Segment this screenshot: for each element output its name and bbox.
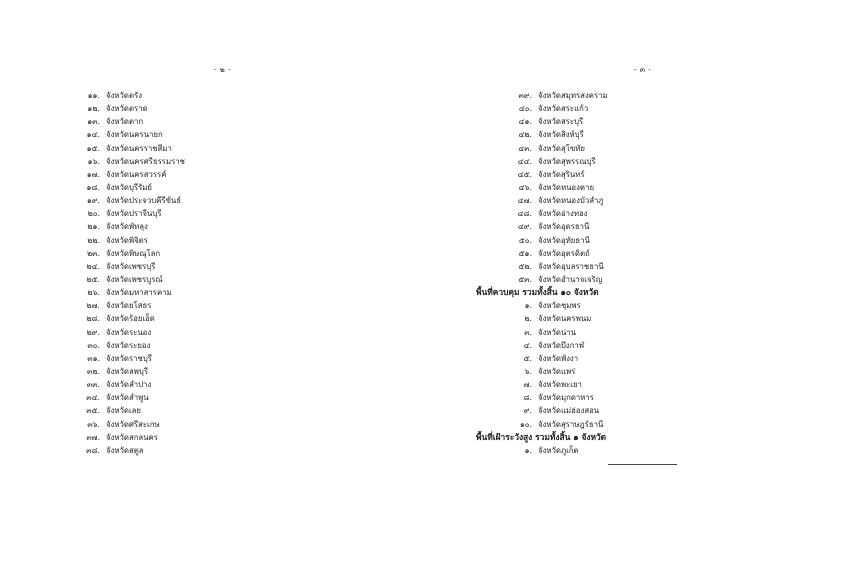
item-number: ๑๘. (86, 182, 100, 192)
list-item (74, 168, 185, 181)
list-item (476, 391, 608, 404)
item-number: ๕๐. (518, 235, 532, 245)
province-name: จังหวัดพิษณุโลก (106, 248, 161, 258)
item-number: ๑๔. (86, 130, 100, 140)
item-number: ๑๓. (87, 117, 100, 127)
section-heading-controlled-area: พื้นที่ควบคุม รวมทั้งสิ้น ๑๐ จังหวัด (476, 287, 599, 298)
province-name: จังหวัดชุมพร (538, 301, 581, 311)
item-number: ๒๒. (87, 235, 100, 245)
province-name: จังหวัดพัทลุง (106, 222, 148, 232)
province-name: จังหวัดลำปาง (106, 380, 152, 390)
item-number: ๓๙. (518, 91, 532, 100)
item-number: ๓๕. (86, 406, 100, 416)
item-number: ๒๑. (87, 222, 100, 232)
list-item (476, 128, 608, 141)
province-name: จังหวัดหนองคาย (538, 182, 595, 192)
province-name: จังหวัดระยอง (106, 340, 151, 350)
province-name: จังหวัดอุดรธานี (538, 222, 590, 232)
province-name: จังหวัดมหาสารคาม (106, 288, 172, 298)
footer-divider-line (608, 464, 677, 465)
item-number: ๕. (523, 353, 532, 363)
list-item (74, 128, 185, 141)
item-number: ๓๖. (87, 419, 100, 429)
province-name: จังหวัดนครราชสีมา (106, 143, 172, 153)
item-number: ๔๘. (517, 209, 532, 219)
list-item (476, 247, 608, 260)
province-name: จังหวัดบึงกาฬ (538, 340, 585, 350)
list-item (74, 155, 185, 168)
province-name: จังหวัดสุรินทร์ (538, 169, 585, 179)
item-number: ๔๙. (517, 222, 532, 232)
list-item (476, 326, 608, 339)
province-name: จังหวัดพะเยา (538, 380, 582, 390)
list-item (476, 181, 608, 194)
list-item (74, 418, 185, 431)
province-name: จังหวัดมุกดาหาร (538, 393, 594, 403)
province-name: จังหวัดสุพรรณบุรี (538, 156, 596, 166)
page-number-left: - ๒ - (214, 65, 232, 74)
list-item (74, 181, 185, 194)
item-number: ๒๗. (86, 301, 100, 311)
item-number: ๓๒. (87, 366, 100, 376)
item-number: ๔๗. (517, 196, 532, 206)
province-name: จังหวัดศรีสะเกษ (106, 419, 160, 429)
item-number: ๓๘. (86, 445, 100, 455)
province-name: จังหวัดสระแก้ว (538, 104, 589, 114)
item-number: ๔๓. (518, 143, 532, 153)
province-name: จังหวัดพิจิตร (106, 235, 148, 245)
item-number: ๒๐. (87, 209, 100, 219)
province-list-right (476, 89, 608, 457)
item-number: ๔๕. (517, 169, 532, 179)
item-number: ๔๔. (517, 156, 532, 166)
item-number: ๑. (524, 445, 532, 455)
list-item (74, 207, 185, 220)
province-name: จังหวัดอำนาจเจริญ (538, 274, 603, 284)
list-item (74, 220, 185, 233)
list-item (74, 142, 185, 155)
item-number: ๑. (524, 301, 532, 311)
item-number: ๕๓. (518, 274, 532, 284)
province-name: จังหวัดสระบุรี (538, 117, 584, 127)
list-item (74, 115, 185, 128)
province-name: จังหวัดร้อยเอ็ด (106, 314, 155, 324)
province-name: จังหวัดนครนายก (106, 130, 163, 140)
list-item (476, 273, 608, 286)
item-number: ๔. (523, 340, 532, 350)
item-number: ๓๐. (87, 340, 100, 350)
controlled-area-list (476, 299, 608, 430)
province-name: จังหวัดยโสธร (106, 301, 152, 311)
province-list-continued (476, 89, 608, 286)
list-item (74, 286, 185, 299)
item-number: ๑๐. (519, 419, 532, 429)
item-number: ๔๐. (518, 104, 532, 114)
province-name: จังหวัดสตูล (106, 445, 144, 455)
list-item (74, 326, 185, 339)
province-name: จังหวัดน่าน (538, 327, 576, 337)
province-name: จังหวัดนครศรีธรรมราช (106, 156, 185, 166)
list-item (476, 365, 608, 378)
item-number: ๕๑. (518, 248, 532, 258)
item-number: ๒๕. (86, 274, 100, 284)
list-item (476, 115, 608, 128)
item-number: ๑๗. (86, 169, 100, 179)
item-number: ๗. (523, 380, 532, 390)
province-name: จังหวัดแม่ฮ่องสอน (538, 406, 600, 416)
province-name: จังหวัดพังงา (538, 353, 579, 363)
list-item (74, 444, 185, 457)
list-item (476, 155, 608, 168)
province-name: จังหวัดเลย (106, 406, 141, 416)
list-item (476, 207, 608, 220)
list-item (74, 247, 185, 260)
item-number: ๓๓. (86, 380, 100, 390)
province-name: จังหวัดบุรีรัมย์ (106, 182, 152, 192)
item-number: ๘. (523, 393, 532, 403)
province-name: จังหวัดสิงห์บุรี (538, 130, 584, 140)
province-name: จังหวัดนครพนม (538, 314, 592, 324)
item-number: ๑๒. (87, 104, 100, 114)
item-number: ๔๑. (518, 117, 532, 127)
list-item (476, 444, 608, 457)
list-item (74, 260, 185, 273)
province-name: จังหวัดตาก (106, 117, 144, 127)
province-name: จังหวัดเพชรบุรี (106, 261, 156, 271)
list-item (74, 339, 185, 352)
province-name: จังหวัดอ่างทอง (538, 209, 588, 219)
province-list-left (74, 89, 185, 457)
item-number: ๑๙. (86, 196, 100, 206)
list-item (476, 312, 608, 325)
list-item (74, 89, 185, 102)
list-item (476, 404, 608, 417)
list-item (476, 234, 608, 247)
item-number: ๑๑. (87, 91, 100, 100)
list-item (74, 299, 185, 312)
item-number: ๒๙. (86, 327, 100, 337)
item-number: ๓๑. (87, 353, 100, 363)
high-surveillance-area-list (476, 444, 608, 457)
province-name: จังหวัดภูเก็ต (538, 445, 579, 455)
item-number: ๓. (524, 327, 532, 337)
province-name: จังหวัดหนองบัวลำภู (538, 196, 604, 206)
province-name: จังหวัดลำพูน (106, 393, 149, 403)
item-number: ๑๖. (87, 156, 100, 166)
list-item (74, 194, 185, 207)
item-number: ๒๘. (86, 314, 100, 324)
province-name: จังหวัดระนอง (106, 327, 152, 337)
list-item (476, 352, 608, 365)
section-heading-high-surveillance-area: พื้นที่เฝ้าระวังสูง รวมทั้งสิ้น ๑ จังหวัด (476, 431, 607, 442)
list-item (476, 418, 608, 431)
list-item (74, 365, 185, 378)
province-name: จังหวัดอุตรดิตถ์ (538, 248, 590, 258)
province-name: จังหวัดอุทัยธานี (538, 235, 590, 245)
province-name: จังหวัดสุโขทัย (538, 143, 585, 153)
list-item (74, 404, 185, 417)
item-number: ๕๒. (518, 261, 532, 271)
list-item (476, 378, 608, 391)
list-item (476, 339, 608, 352)
list-item (74, 431, 185, 444)
list-item (476, 299, 608, 312)
item-number: ๔๖. (518, 182, 532, 192)
province-name: จังหวัดลพบุรี (106, 366, 149, 376)
list-item (476, 194, 608, 207)
province-name: จังหวัดนครสวรรค์ (106, 169, 167, 179)
list-item (74, 391, 185, 404)
province-name: จังหวัดแพร่ (538, 366, 576, 376)
item-number: ๖. (524, 366, 532, 376)
province-name: จังหวัดราชบุรี (106, 353, 152, 363)
province-name: จังหวัดเพชรบูรณ์ (106, 274, 163, 284)
province-name: จังหวัดสุราษฎร์ธานี (538, 419, 604, 429)
item-number: ๒. (524, 314, 532, 324)
list-item (74, 352, 185, 365)
list-item (476, 168, 608, 181)
list-item (74, 102, 185, 115)
item-number: ๒๓. (87, 248, 100, 258)
item-number: ๔๒. (518, 130, 532, 140)
item-number: ๑๕. (86, 143, 100, 153)
page-number-right: - ๓ - (634, 65, 652, 74)
province-name: จังหวัดปราจีนบุรี (106, 209, 162, 219)
province-name: จังหวัดสมุทรสงคราม (538, 91, 608, 100)
list-item (74, 312, 185, 325)
item-number: ๒๔. (86, 261, 100, 271)
list-item (476, 260, 608, 273)
province-name: จังหวัดตราด (106, 104, 148, 114)
list-item (74, 378, 185, 391)
list-item (476, 102, 608, 115)
province-name: จังหวัดอุบลราชธานี (538, 261, 604, 271)
province-name: จังหวัดสกลนคร (106, 432, 158, 442)
item-number: ๓๗. (86, 432, 100, 442)
province-name: จังหวัดประจวบคีรีขันธ์ (106, 196, 181, 206)
list-item (74, 234, 185, 247)
province-name: จังหวัดตรัง (106, 91, 143, 100)
item-number: ๒๖. (87, 288, 100, 298)
item-number: ๙. (523, 406, 532, 416)
list-item (476, 220, 608, 233)
item-number: ๓๔. (86, 393, 100, 403)
list-item (476, 89, 608, 102)
list-item (476, 142, 608, 155)
list-item (74, 273, 185, 286)
